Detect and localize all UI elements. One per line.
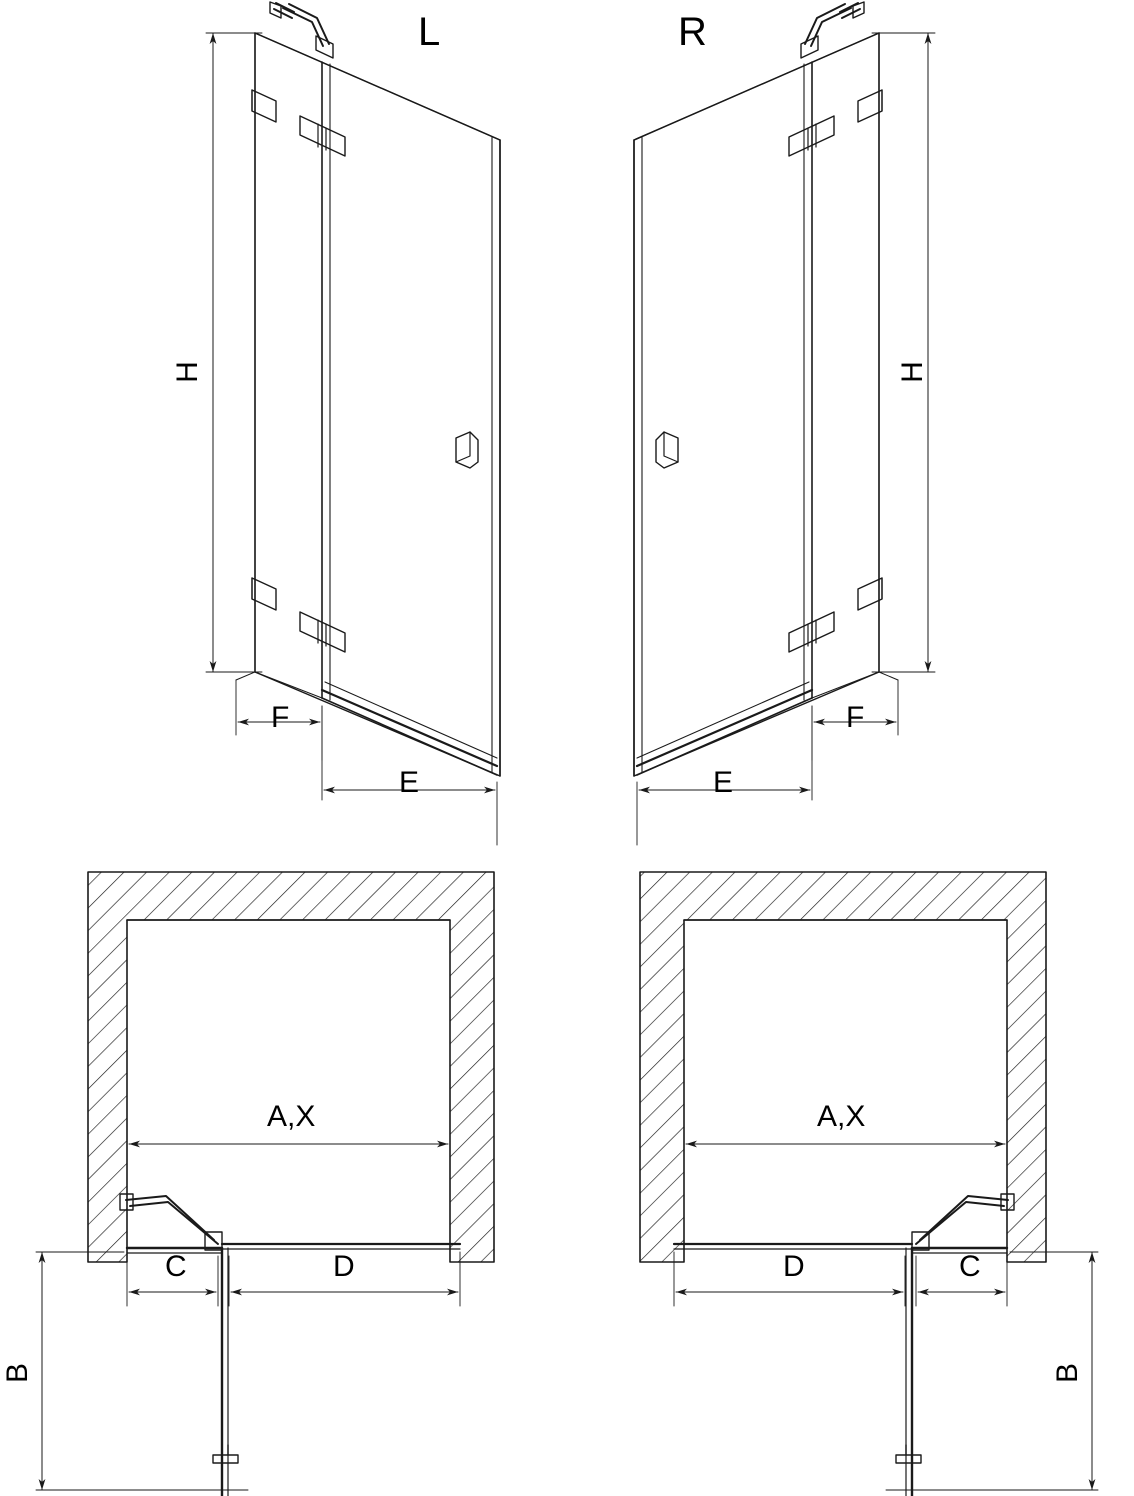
dimension-label-depth-left: B bbox=[1, 1362, 35, 1384]
dimension-label-side-right: C bbox=[959, 1250, 981, 1283]
dimension-label-depth-right: B bbox=[1051, 1362, 1085, 1384]
dimension-label-fixed-right: F bbox=[846, 701, 865, 734]
label-right-variant: R bbox=[678, 10, 707, 54]
dimension-label-door-plan-left: D bbox=[333, 1250, 355, 1283]
left-plan-view bbox=[36, 872, 494, 1496]
dimension-label-door-plan-right: D bbox=[783, 1250, 805, 1283]
dimension-label-door-left: E bbox=[399, 766, 420, 799]
dimension-label-height-right: H bbox=[895, 361, 929, 383]
right-plan-view bbox=[640, 872, 1098, 1496]
dimension-label-opening-right: A,X bbox=[817, 1100, 866, 1133]
dimension-label-fixed-left: F bbox=[271, 701, 290, 734]
left-isometric-view bbox=[206, 2, 500, 845]
dimension-label-opening-left: A,X bbox=[267, 1100, 316, 1133]
right-isometric-view bbox=[634, 2, 935, 845]
dimension-label-door-right: E bbox=[713, 766, 734, 799]
label-left-variant: L bbox=[418, 10, 441, 54]
dimension-label-side-left: C bbox=[165, 1250, 187, 1283]
dimension-label-height-left: H bbox=[170, 361, 204, 383]
